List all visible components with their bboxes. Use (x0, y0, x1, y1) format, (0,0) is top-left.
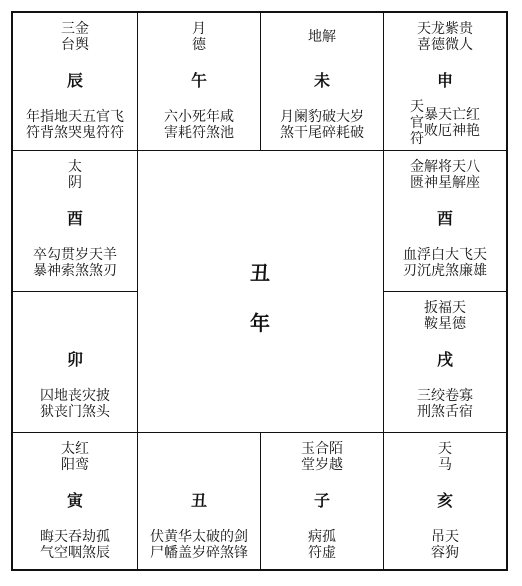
palace-mao (13, 292, 137, 432)
palace-wu (138, 13, 260, 150)
star-text: 容狗 (431, 545, 459, 561)
palace-zi (261, 433, 383, 569)
star-text: 官 (410, 115, 424, 131)
star-text: 害耗符煞池 (164, 125, 234, 141)
star-text: 月 (192, 21, 206, 37)
star-text: 尸幡盖岁碎煞锋 (150, 545, 248, 561)
star-text: 月阑豹破大岁 (280, 109, 364, 125)
star-text: 玉合陌 (301, 441, 343, 457)
star-text: 太 (68, 159, 82, 175)
branch-label: 未 (313, 71, 330, 90)
palace-chou (138, 433, 260, 569)
star-text: 年指地天五官飞 (26, 109, 124, 125)
palace-wei (261, 13, 383, 150)
center-year-branch: 丑 (250, 261, 270, 285)
star-text: 败厄神艳 (424, 123, 480, 139)
palace-hai (384, 433, 506, 569)
branch-label: 辰 (66, 71, 83, 90)
star-text: 煞干尾碎耗破 (280, 125, 364, 141)
star-text: 天 (410, 99, 424, 115)
star-text: 暴天亡红 (424, 107, 480, 123)
chart-frame (11, 11, 508, 571)
star-text: 血浮白大飞天 (403, 247, 487, 263)
branch-label: 申 (436, 71, 453, 90)
star-text: 三金 (61, 21, 89, 37)
star-text: 符虚 (308, 545, 336, 561)
star-text: 卒勾贯岁天羊 (33, 247, 117, 263)
star-text: 晦天吞劫孤 (40, 529, 110, 545)
star-text: 阳鸾 (61, 457, 89, 473)
star-text: 天龙紫贵 (417, 21, 473, 37)
star-text: 阴 (68, 175, 82, 191)
branch-label: 亥 (436, 491, 453, 510)
star-text: 病孤 (308, 529, 336, 545)
branch-label: 酉 (66, 209, 83, 228)
star-text: 刑煞舌宿 (417, 404, 473, 420)
palace-you-left (13, 151, 137, 291)
star-text: 三绞卷寡 (417, 388, 473, 404)
star-text: 金解将天八 (410, 159, 480, 175)
palace-xu (384, 292, 506, 432)
palace-yin (13, 433, 137, 569)
star-text: 天 (438, 441, 452, 457)
star-text: 气空咽煞辰 (40, 545, 110, 561)
star-text: 德 (192, 37, 206, 53)
palace-you-right (384, 151, 506, 291)
star-text: 台舆 (61, 37, 89, 53)
star-text: 囚地丧灾披 (40, 388, 110, 404)
star-text: 喜德微人 (417, 37, 473, 53)
star-text: 暴神索煞煞刃 (33, 263, 117, 279)
star-text: 伏黄华太破的剑 (150, 529, 248, 545)
branch-label: 酉 (436, 209, 453, 228)
star-text: 狱丧门煞头 (40, 404, 110, 420)
star-text: 六小死年咸 (164, 109, 234, 125)
star-text: 吊天 (431, 529, 459, 545)
branch-label: 戌 (436, 350, 453, 369)
branch-label: 午 (190, 71, 207, 90)
branch-label: 子 (313, 491, 330, 510)
palace-shen (384, 13, 506, 150)
center-year-label: 年 (250, 311, 270, 335)
star-text: 太红 (61, 441, 89, 457)
star-text: 马 (438, 457, 452, 473)
star-text: 符 (410, 131, 424, 147)
star-text: 堂岁越 (301, 457, 343, 473)
star-text: 刃沉虎煞廉雄 (403, 263, 487, 279)
star-text: 地解 (308, 29, 336, 45)
palace-chen (13, 13, 137, 150)
branch-label: 丑 (190, 491, 207, 510)
star-text: 符背煞哭鬼符符 (26, 125, 124, 141)
branch-label: 卯 (66, 350, 83, 369)
star-text: 鞍星德 (424, 316, 466, 332)
star-text: 扳福天 (424, 300, 466, 316)
star-text: 匮神星解座 (410, 175, 480, 191)
branch-label: 寅 (66, 491, 83, 510)
